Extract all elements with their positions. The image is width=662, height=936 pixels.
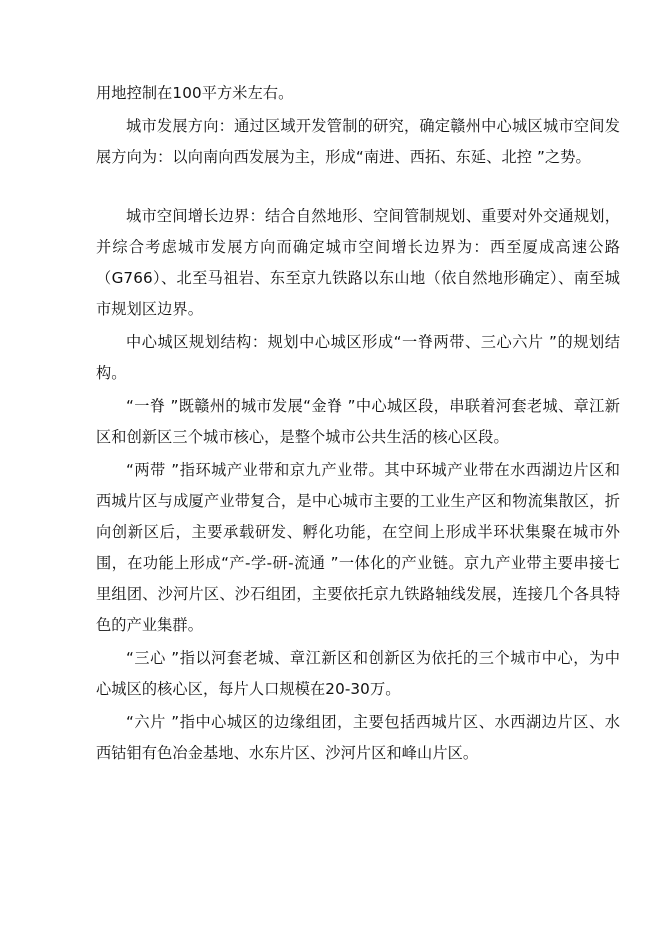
paragraph-six-districts: “六片 ”指中心城区的边缘组团，主要包括西城片区、水西湖边片区、水西钴钼有色冶金基地、水东片区、沙河片区和峰山片区。 xyxy=(96,713,620,762)
document-body xyxy=(96,78,620,769)
paragraph-two-belts: “两带 ”指环城产业带和京九产业带。其中环城产业带在水西湖边片区和西城片区与成厦产业带复合，是中心城市主要的工业生产区和物流集散区，折向创新区后，主要承载研发、孵化功能，在空间上形成半环状集聚在城市外围，在功能上形成“产-学-研-流通 ”一体化的产业链。京九产业带主要串接七里组团、沙河片区、沙石组团，主要依托京九铁路轴线发展，连接几个各具特色的产业集群。 xyxy=(96,461,620,634)
paragraph-planning-structure: 中心城区规划结构：规划中心城区形成“一脊两带、三心六片 ”的规划结构。 xyxy=(96,333,620,382)
paragraph-growth-boundary: 城市空间增长边界：结合自然地形、空间管制规划、重要对外交通规划，并综合考虑城市发展方向而确定城市空间增长边界为：西至厦成高速公路（G766）、北至马祖岩、东至京九铁路以东山地（依自然地形确定）、南至城市规划区边界。 xyxy=(96,207,620,318)
paragraph-one-spine: “一脊 ”既赣州的城市发展“金脊 ”中心城区段，串联着河套老城、章江新区和创新区三个城市核心，是整个城市公共生活的核心区段。 xyxy=(96,397,620,446)
paragraph-development-direction: 城市发展方向：通过区域开发管制的研究，确定赣州中心城区城市空间发展方向为：以向南向西发展为主，形成“南进、西拓、东延、北控 ”之势。 xyxy=(96,117,620,166)
paragraph-land-control: 用地控制在100平方米左右。 xyxy=(96,84,294,102)
paragraph-three-centers: “三心 ”指以河套老城、章江新区和创新区为依托的三个城市中心，为中心城区的核心区，每片人口规模在20-30万。 xyxy=(96,649,620,698)
